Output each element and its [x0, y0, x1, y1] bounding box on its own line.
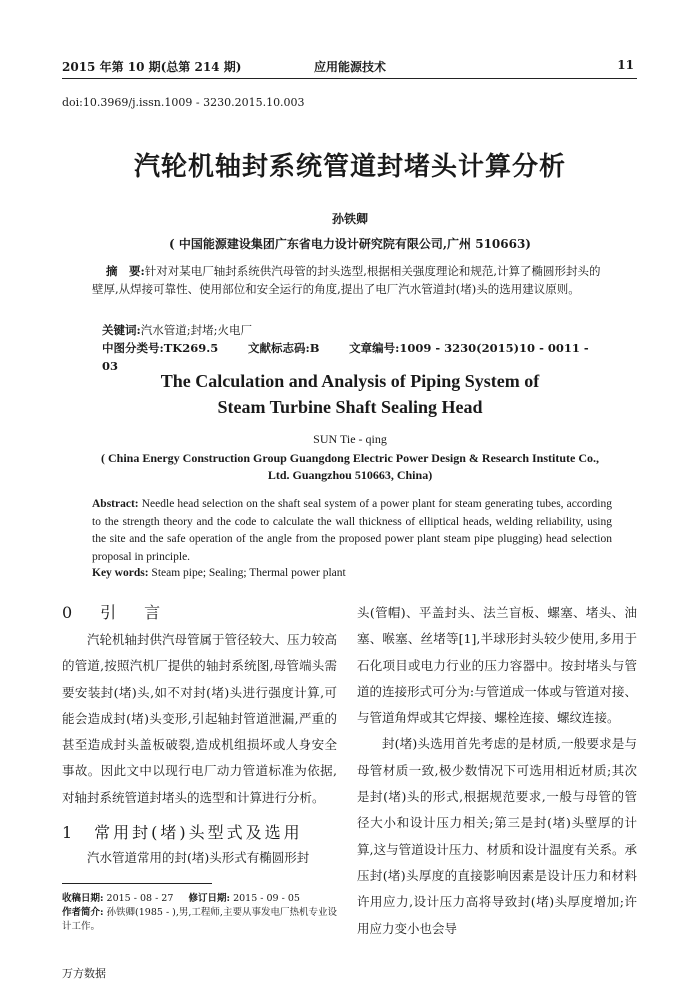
cn-affiliation: ( 中国能源建设集团广东省电力设计研究院有限公司,广州 510663)	[169, 237, 531, 251]
doc-code-label: 文献标志码:	[247, 341, 310, 355]
header-rule	[62, 78, 637, 79]
right-paragraph-1: 头(管帽)、平盖封头、法兰盲板、螺塞、堵头、油塞、喉塞、丝堵等[1],半球形封头较少使用,多用于石化项目或电力行业的压力容器中。按封堵头与管道的连接形式可分为:与管道成一体或与管道对接、与管道角焊或其它焊接、螺栓连接、螺纹连接。	[357, 605, 637, 726]
en-keywords	[92, 567, 612, 579]
doi: doi:10.3969/j.issn.1009 - 3230.2015.10.003	[62, 96, 305, 109]
right-paragraph-2: 封(堵)头选用首先考虑的是材质,一般要求是与母管材质一致,极少数情况下可选用相近材质;其次是封(堵)头的形式,根据规范要求,一般与母管的管径大小和设计压力相关;第三是封(堵)头壁厚的计算,这与管道设计压力、材质和设计温度有关系。承压封(堵)头厚度的直接影响因素是设计压力和材料许用应力,设计压力高将导致封(堵)头厚度增加;许用应力变小也会导	[357, 736, 637, 936]
cn-author: 孙铁卿	[331, 212, 368, 226]
en-affiliation-text: ( China Energy Construction Group Guangdong Electric Power Design & Research Institute Co., Ltd. Guangzhou 510663, China)	[101, 451, 599, 482]
en-title	[0, 368, 700, 420]
en-title-text: The Calculation and Analysis of Piping System of Steam Turbine Shaft Sealing Head	[160, 371, 540, 417]
revised-date: 2015 - 09 - 05	[233, 893, 300, 904]
received-label: 收稿日期:	[62, 893, 104, 904]
en-author: SUN Tie - qing	[313, 432, 387, 446]
footnote	[62, 892, 342, 934]
section-0-paragraph: 汽轮机轴封供汽母管属于管径较大、压力较高的管道,按照汽机厂提供的轴封系统图,母管端头需要安装封(堵)头,如不对封(堵)头进行强度计算,可能会造成封(堵)头变形,引起轴封管道泄漏,严重的甚至造成封头盖板破裂,造成机组损坏或人身安全事故。因此文中以现行电厂动力管道标准为依据,对轴封系统管道封堵头的选型和计算进行分析。	[62, 632, 338, 805]
cn-abstract	[92, 262, 612, 298]
clc-label: 中图分类号:	[102, 341, 164, 355]
received-date: 2015 - 08 - 27	[106, 893, 174, 904]
footnote-rule	[62, 883, 212, 884]
en-abstract-text: Needle head selection on the shaft seal system of a power plant for steam generating tubes, according to the strength theory and the code to calculate the wall thickness of elliptical heads, welding reliability, using the site and the safe operation of the angle from the proposed power plant steam pipe plugging) head selection proposal in principle.	[92, 498, 612, 563]
header-journal: 应用能源技术	[313, 60, 386, 74]
section-1-paragraph: 汽水管道常用的封(堵)头形式有椭圆形封	[87, 850, 310, 865]
cn-keywords-text: 汽水管道;封堵;火电厂	[140, 323, 252, 337]
en-affiliation	[0, 450, 700, 484]
section-1-heading: 1 常用封(堵)头型式及选用	[62, 823, 303, 842]
cn-title: 汽轮机轴封系统管道封堵头计算分析	[133, 152, 566, 182]
article-no-value: 1009 - 3230(2015)10 - 0011 - 03	[102, 341, 589, 373]
cn-abstract-label: 摘 要:	[106, 264, 145, 278]
en-abstract-label: Abstract:	[92, 498, 139, 510]
author-info-label: 作者简介:	[62, 907, 104, 918]
article-no-label: 文章编号:	[349, 341, 400, 355]
en-keywords-text: Steam pipe; Sealing; Thermal power plant	[151, 567, 346, 579]
cn-keywords-label: 关键词:	[102, 323, 141, 337]
revised-label: 修订日期:	[188, 893, 231, 904]
author-info-text: 孙铁卿(1985 - ),男,工程师,主要从事发电厂热机专业设计工作。	[62, 907, 337, 932]
right-column	[357, 600, 637, 942]
cn-abstract-text: 针对对某电厂轴封系统供汽母管的封头选型,根据相关强度理论和规范,计算了椭圆形封头的壁厚,从焊接可靠性、使用部位和安全运行的角度,提出了电厂汽水管道封(堵)头的选用建议原则。	[92, 264, 601, 296]
en-keywords-label: Key words:	[92, 567, 149, 579]
header-page-number: 11	[617, 58, 634, 72]
watermark: 万方数据	[62, 967, 106, 980]
header-issue: 2015 年第 10 期(总第 214 期)	[62, 60, 242, 74]
en-abstract	[92, 496, 612, 566]
cn-keywords	[102, 321, 622, 339]
doc-code-value: B	[309, 341, 320, 355]
section-0-heading: 0 引 言	[62, 603, 167, 622]
clc-value: TK269.5	[163, 341, 219, 355]
